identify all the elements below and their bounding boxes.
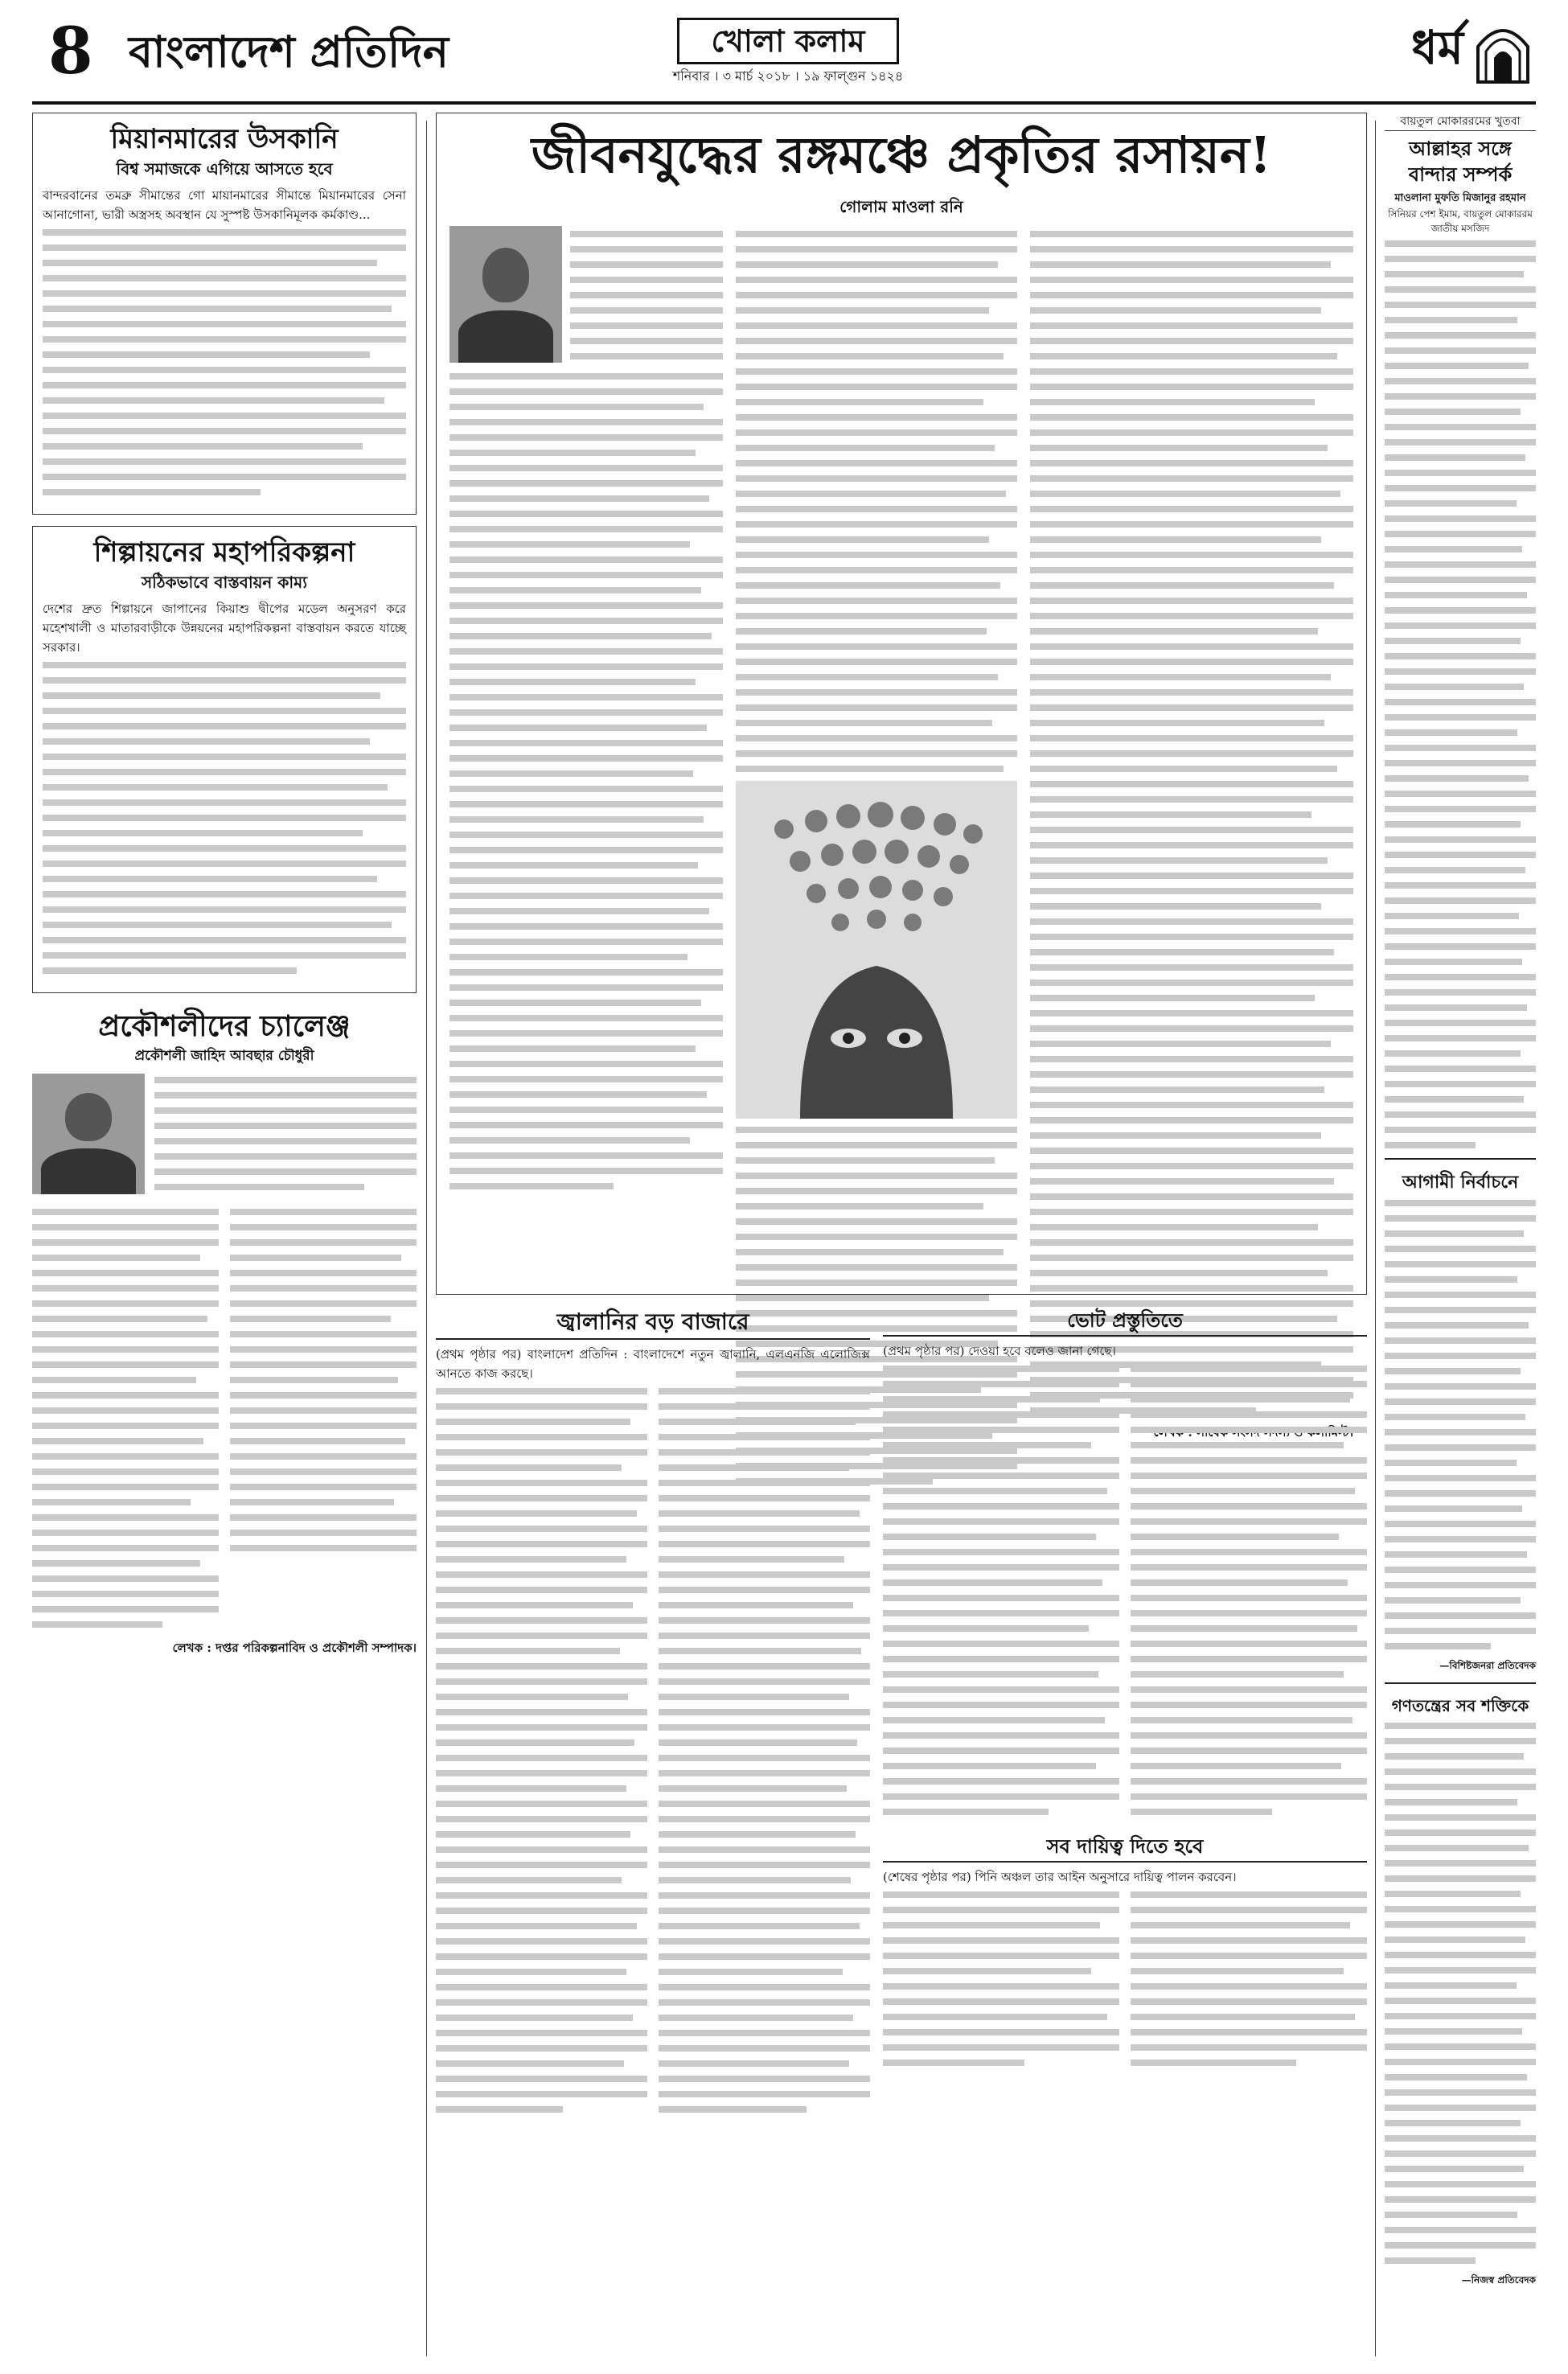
engineers-author-note: লেখক : দপ্তর পরিকল্পনাবিদ ও প্রকৌশলী সম্পাদক। (172, 1641, 417, 1655)
myanmar-editorial (32, 113, 417, 515)
vote-lines-b (1131, 1366, 1367, 1824)
election-headline: আগামী নির্বাচনে (1402, 1172, 1519, 1193)
feature-lines-2a (736, 231, 1017, 772)
industrial-subhead: সঠিকভাবে বাস্তবায়ন কাম্য (141, 573, 308, 592)
feature-col-2 (736, 226, 1017, 1493)
duty-lines-a (883, 1891, 1119, 2075)
right-column (1385, 113, 1536, 2287)
vote-news (883, 1306, 1367, 1824)
feature-col-3 (1030, 226, 1353, 1493)
myanmar-headline: মিয়ানমারের উসকানি (110, 123, 339, 155)
industrial-editorial (32, 526, 417, 993)
industrial-body-lines (43, 662, 406, 974)
fuel-headline: জ্বালানির বড় বাজারে (436, 1306, 870, 1340)
engineers-byline: প্রকৌশলী জাহিদ আবছার চৌধুরী (134, 1048, 314, 1064)
vote-columns (883, 1361, 1367, 1824)
election-tag: —বিশিষ্টজনরা প্রতিবেদক (1439, 1660, 1536, 1671)
column-rule (1375, 121, 1376, 2356)
religion-lines (1385, 240, 1536, 1148)
paper-name: বাংলাদেশ প্রতিদিন (129, 26, 449, 77)
khutba-label: বায়তুল মোকাররমের খুতবা (1385, 113, 1536, 131)
duty-headline: সব দায়িত্ব দিতে হবে (883, 1832, 1367, 1863)
fuel-lines-a (436, 1388, 647, 2121)
election-lines (1385, 1200, 1536, 1649)
right-separator (1385, 1158, 1536, 1160)
democracy-headline: গণতন্ত্রের সব শক্তিকে (1391, 1696, 1529, 1715)
democracy-lines (1385, 1723, 1536, 2264)
feature-body (449, 226, 1353, 1493)
right-section-name: ধর্ম (1411, 20, 1463, 75)
duty-columns (883, 1887, 1367, 2075)
fire-face-illustration-icon (736, 781, 1017, 1119)
column-rule (426, 121, 427, 2356)
religion-byline-title: সিনিয়র পেশ ইমাম, বায়তুল মোকাররম জাতীয় মসজিদ (1388, 208, 1533, 234)
feature-byline: গোলাম মাওলা রনি (839, 197, 963, 216)
right-separator (1385, 1682, 1536, 1684)
vote-lines-a (883, 1366, 1119, 1824)
vote-headline: ভোট প্রস্তুতিতে (883, 1306, 1367, 1337)
duty-news (883, 1832, 1367, 2075)
religion-headline-1: আল্লাহর সঙ্গে (1409, 137, 1512, 160)
left-column (32, 113, 417, 1657)
feature-article (436, 113, 1367, 1295)
engineers-columns (32, 1204, 417, 1637)
engineers-top (32, 1074, 417, 1199)
myanmar-text: বান্দরবানের তমব্রু সীমান্তের গো মায়ানমারের সীমান্তে মিয়ানমারের সেনা আনাগোনা, ভারী অস্ত্রসহ অবস্থান যে সুস্পষ্ট উসকানিমূলক কর্মকাণ্ড... (43, 188, 406, 222)
section-box (619, 18, 957, 85)
vote-lead: (প্রথম পৃষ্ঠার পর) দেওয়া হবে বলেও জানা গেছে। (883, 1344, 1116, 1358)
industrial-text: দেশের দ্রুত শিল্পায়নে জাপানের কিয়াশু দ্বীপের মডেল অনুসরণ করে মহেশখালী ও মাতারবাড়ীকে উন্নয়নের মহাপরিকল্পনা বাস্তবায়ন করতে যাচ্ছে সরকার। (43, 602, 406, 655)
myanmar-body-lines (43, 229, 406, 495)
feature-author-photo (449, 226, 562, 363)
section-name: খোলা কলাম (677, 18, 900, 64)
engineers-lines-c (230, 1209, 417, 1637)
engineers-article (32, 1008, 417, 1657)
engineer-author-photo (32, 1074, 145, 1194)
feature-lines-intro (570, 231, 723, 368)
news-section (436, 1306, 1367, 2121)
fuel-columns (436, 1383, 870, 2121)
center-column (436, 113, 1367, 2121)
feature-lines-1 (449, 373, 723, 1189)
page-number: 8 (48, 13, 93, 88)
duty-lines-b (1131, 1891, 1367, 2075)
fuel-news (436, 1306, 870, 2121)
masthead (32, 14, 1536, 92)
masthead-rule (32, 101, 1536, 105)
engineers-headline: প্রকৌশলীদের চ্যালেঞ্জ (98, 1009, 351, 1043)
religion-byline: মাওলানা মুফতি মিজানুর রহমান (1394, 192, 1526, 204)
fuel-lead: (প্রথম পৃষ্ঠার পর) বাংলাদেশ প্রতিদিন : বাংলাদেশে নতুন জ্বালানি, এলএনজি এলোজিক্স আনতে কাজ করছে। (436, 1347, 870, 1381)
engineers-lines-a (154, 1077, 417, 1199)
mosque-icon (1475, 14, 1531, 84)
right-news (883, 1306, 1367, 2121)
fuel-lines-b (659, 1388, 870, 2121)
feature-headline: জীবনযুদ্ধের রঙ্গমঞ্চে প্রকৃতির রসায়ন! (531, 125, 1272, 184)
date-line: শনিবার । ৩ মার্চ ২০১৮ । ১৯ ফাল্গুন ১৪২৪ (672, 68, 904, 84)
engineers-lines-b (32, 1209, 219, 1637)
industrial-headline: শিল্পায়নের মহাপরিকল্পনা (93, 536, 355, 569)
feature-intro (449, 226, 723, 368)
duty-lead: (শেষের পৃষ্ঠার পর) পিনি অঞ্চল তার আইন অনুসারে দায়িত্ব পালন করবেন। (883, 1870, 1237, 1884)
feature-illustration (736, 781, 1017, 1119)
feature-col-1 (449, 226, 723, 1493)
feature-lines-3 (1030, 231, 1353, 1414)
myanmar-subhead: বিশ্ব সমাজকে এগিয়ে আসতে হবে (116, 159, 333, 179)
religion-headline-2: বান্দার সম্পর্ক (1408, 162, 1513, 186)
democracy-tag: —নিজস্ব প্রতিবেদক (1461, 2274, 1536, 2286)
